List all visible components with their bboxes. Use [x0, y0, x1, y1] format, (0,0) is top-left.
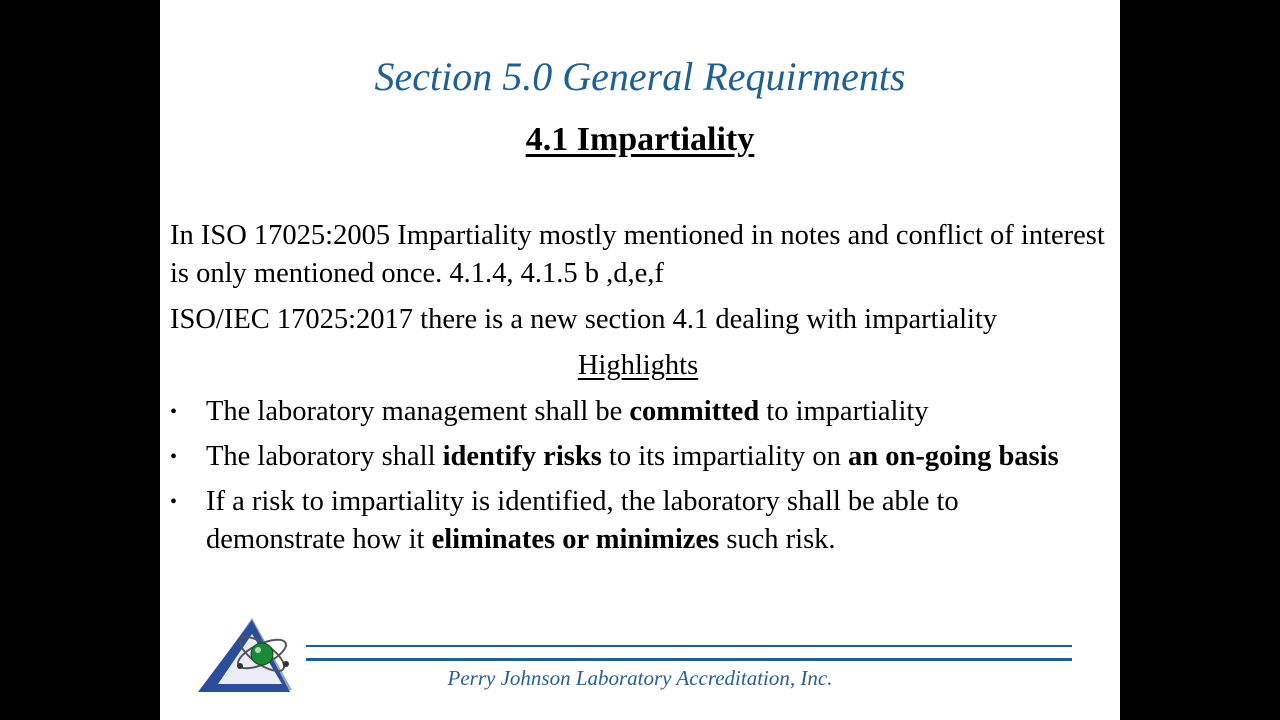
paragraph-iso-2017: ISO/IEC 17025:2017 there is a new section 4.1 dealing with impartiality [170, 304, 998, 335]
bullet-item-identify-risks [160, 438, 1096, 476]
slide-subtitle: 4.1 Impartiality [525, 121, 755, 158]
bullet-item-committed [160, 393, 1096, 431]
highlights-heading: Highlights [577, 350, 699, 381]
slide-title: Section 5.0 General Requirments [374, 54, 906, 99]
bullet-emphasis: committed [629, 396, 760, 427]
bullet-emphasis: identify risks [442, 441, 602, 472]
paragraph-iso-2005: In ISO 17025:2005 Impartiality mostly mentioned in notes and conflict of interest is only mentioned once. 4.1.4, 4.1.5 b ,d,e,f [170, 220, 1105, 289]
bullet-text: If a risk to impartiality is identified, the laboratory shall be able to demonstrate how it [206, 486, 959, 555]
bullet-text: to impartiality [759, 396, 929, 427]
footer-company-name: Perry Johnson Laboratory Accreditation, Inc. [447, 666, 833, 690]
bullet-text: The laboratory shall [206, 441, 443, 472]
bullet-text: to its impartiality on [601, 441, 848, 472]
bullet-text: such risk. [719, 524, 836, 555]
bullet-marker: • [170, 446, 178, 468]
footer-line-top [306, 645, 1072, 647]
bullet-emphasis: eliminates or minimizes [431, 524, 720, 555]
bullet-marker: • [170, 401, 178, 423]
presentation-slide [160, 0, 1120, 720]
bullet-item-eliminate-risk [160, 483, 1096, 559]
bullet-marker: • [170, 491, 178, 513]
bullet-emphasis: an on-going basis [848, 441, 1059, 472]
footer-line-bottom [306, 658, 1072, 661]
bullet-text: The laboratory management shall be [206, 396, 630, 427]
pjla-logo-icon [194, 614, 304, 698]
bullet-list [160, 393, 1120, 566]
